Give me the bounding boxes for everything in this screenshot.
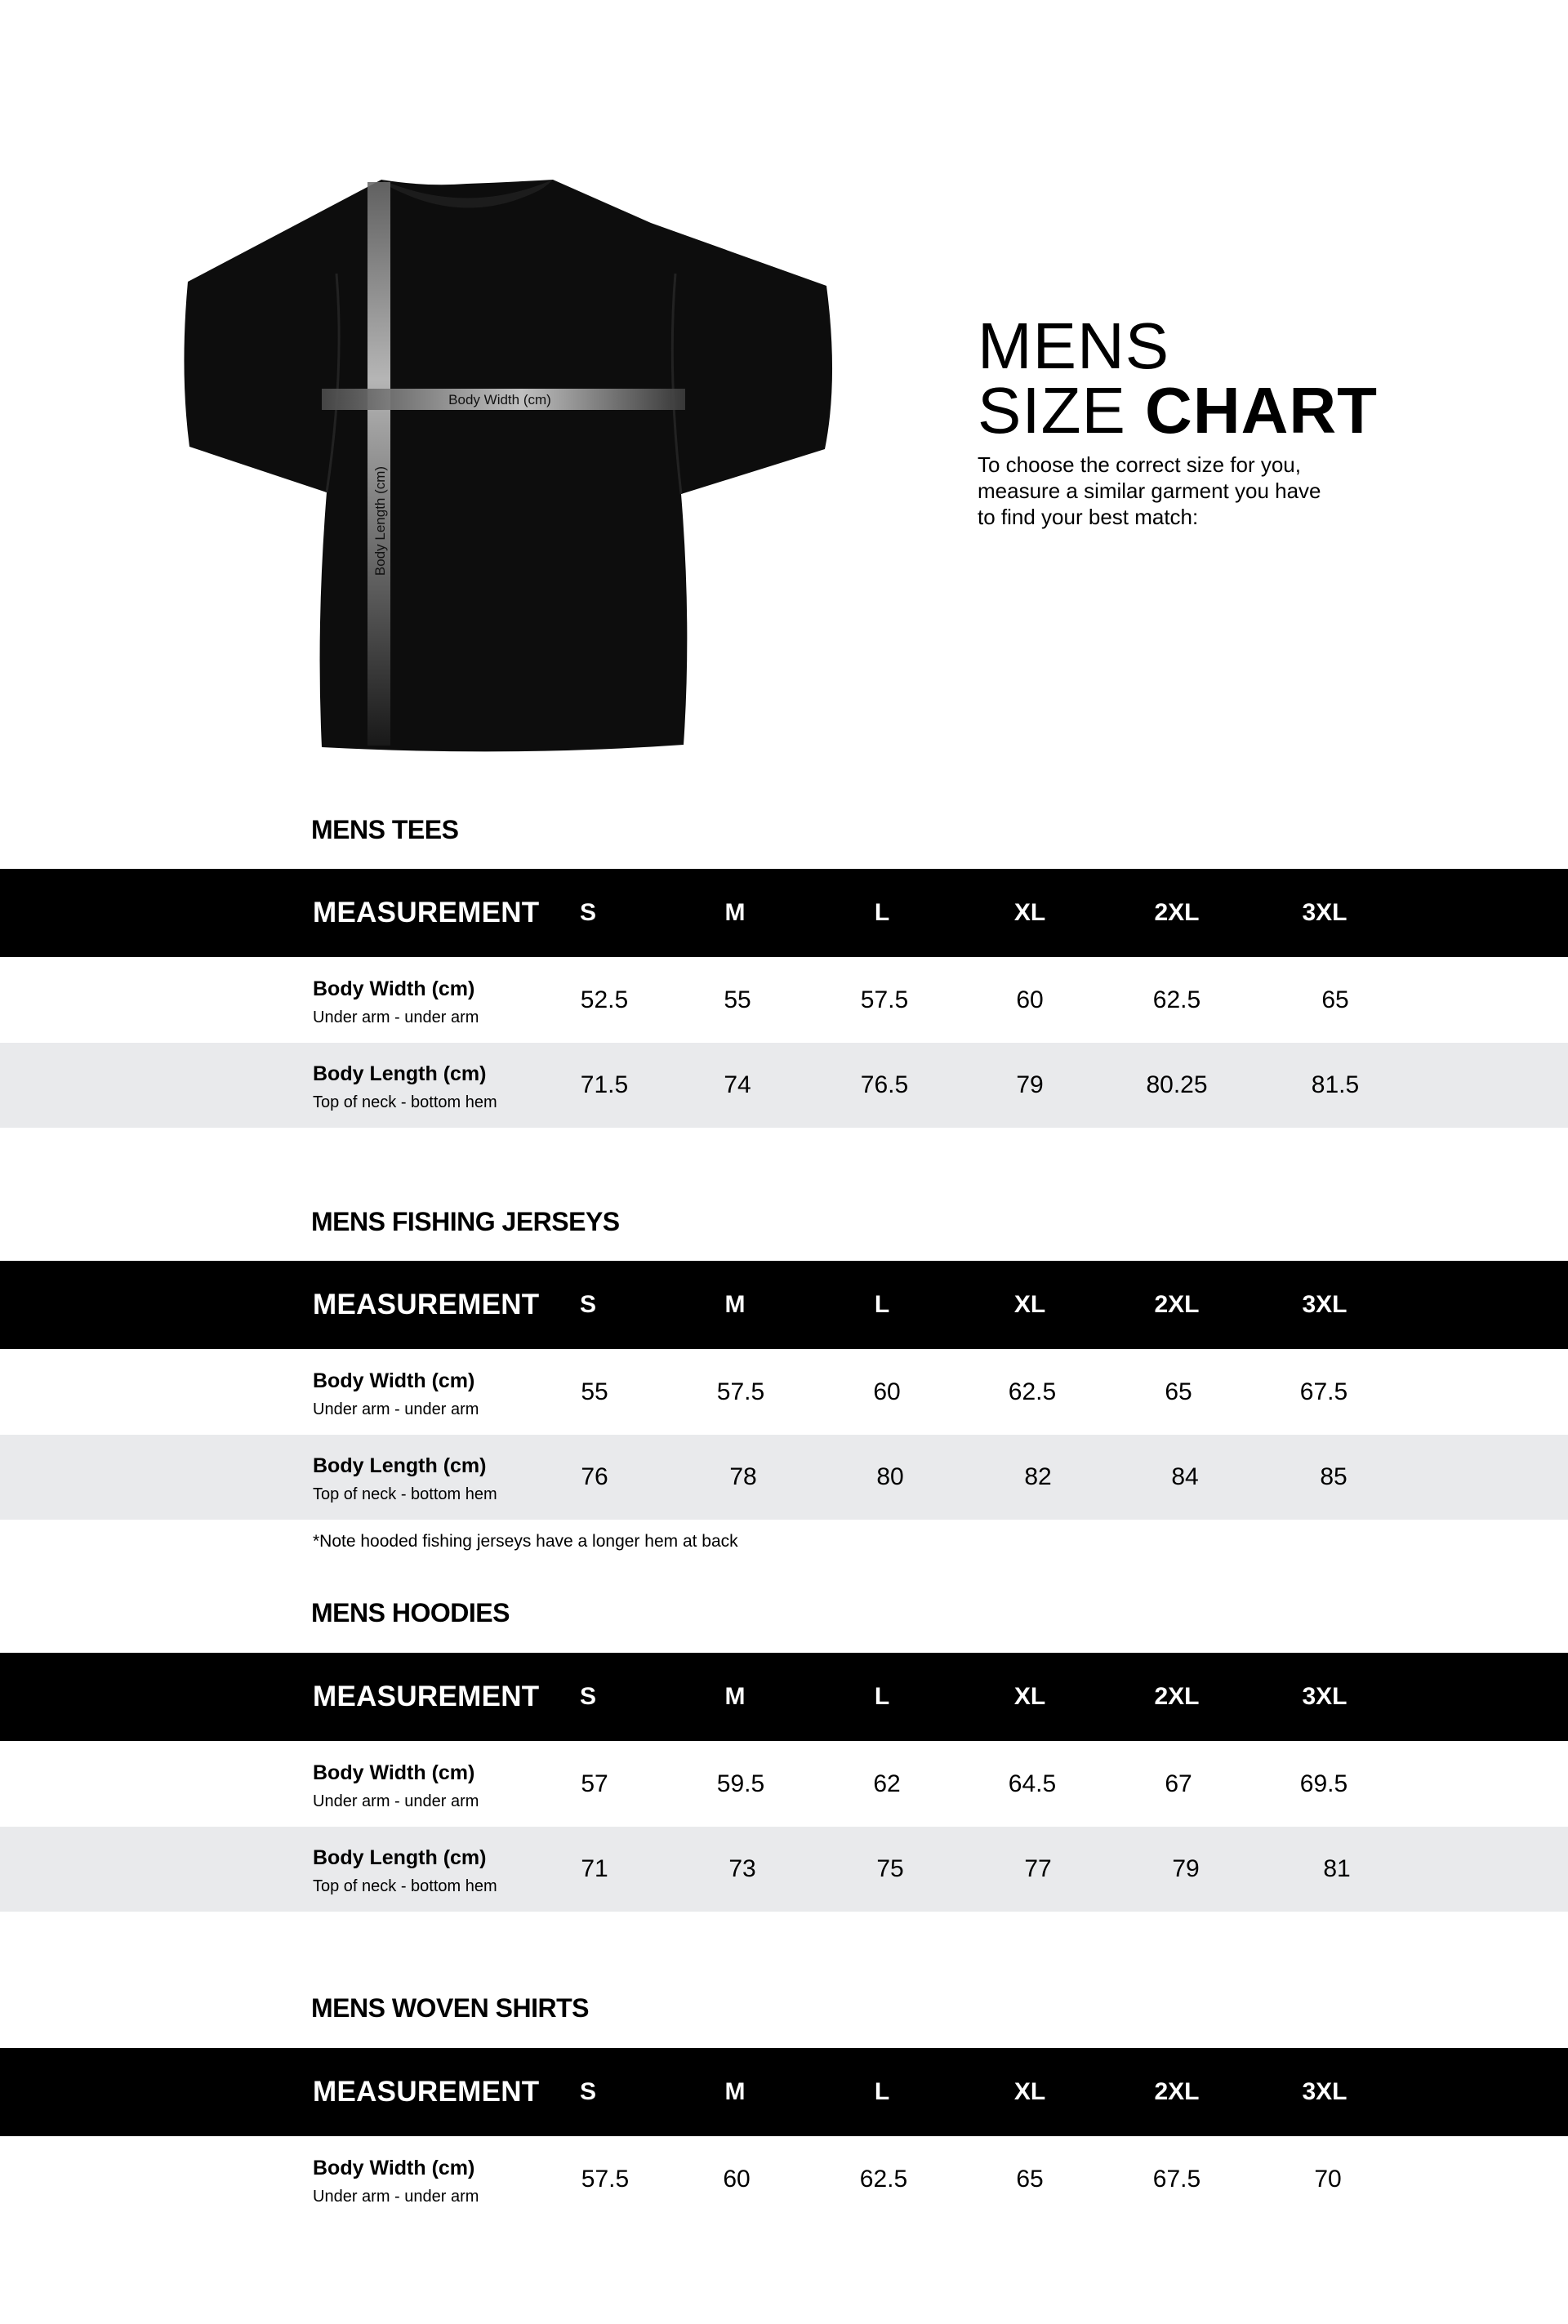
value-3xl: 85 — [1320, 1463, 1348, 1490]
measurement-name: Body Length (cm) — [313, 1454, 487, 1477]
section-title: MENS TEES — [311, 815, 459, 844]
size-header-l: L — [874, 1683, 890, 1710]
table-header — [0, 1261, 1568, 1349]
value-s: 57 — [581, 1770, 608, 1797]
size-header-s: S — [579, 1683, 597, 1710]
value-xl: 64.5 — [1008, 1770, 1057, 1797]
table-row — [0, 1742, 1568, 1827]
size-header-2xl: 2XL — [1154, 899, 1200, 926]
value-l: 75 — [876, 1855, 904, 1882]
intro-line-1: To choose the correct size for you, — [978, 452, 1301, 477]
value-2xl: 84 — [1171, 1463, 1199, 1490]
t-shirt-icon — [184, 180, 832, 751]
section-title: MENS FISHING JERSEYS — [311, 1207, 620, 1236]
size-header-2xl: 2XL — [1154, 1291, 1200, 1318]
size-header-xl: XL — [1013, 1291, 1046, 1318]
size-header-3xl: 3XL — [1302, 1291, 1348, 1318]
value-xl: 62.5 — [1008, 1378, 1057, 1405]
value-s: 52.5 — [580, 986, 629, 1013]
value-s: 76 — [581, 1463, 608, 1490]
size-header-m: M — [724, 1291, 746, 1318]
size-header-3xl: 3XL — [1302, 1683, 1348, 1710]
size-header-2xl: 2XL — [1154, 1683, 1200, 1710]
value-2xl: 65 — [1165, 1378, 1192, 1405]
value-2xl: 67.5 — [1152, 2166, 1201, 2193]
value-l: 62.5 — [859, 2166, 908, 2193]
size-header-l: L — [874, 899, 890, 926]
value-s: 57.5 — [581, 2166, 630, 2193]
value-s: 71 — [581, 1855, 608, 1882]
table-row — [0, 1435, 1568, 1520]
value-3xl: 70 — [1314, 2166, 1342, 2193]
value-m: 59.5 — [716, 1770, 765, 1797]
table-row — [0, 2137, 1568, 2222]
size-header-s: S — [579, 2078, 597, 2105]
value-l: 62 — [873, 1770, 901, 1797]
measurement-description: Top of neck - bottom hem — [313, 1485, 497, 1503]
size-header-l: L — [874, 2078, 890, 2105]
intro-line-3: to find your best match: — [978, 505, 1199, 529]
value-m: 60 — [723, 2166, 751, 2193]
value-s: 55 — [581, 1378, 608, 1405]
measurement-header: MEASUREMENT — [313, 2076, 540, 2108]
value-l: 57.5 — [860, 986, 909, 1013]
page-title-line1: MENS — [978, 309, 1170, 382]
value-l: 80 — [876, 1463, 904, 1490]
section-title: MENS HOODIES — [311, 1598, 510, 1627]
size-header-m: M — [724, 899, 746, 926]
measurement-name: Body Length (cm) — [313, 1062, 487, 1085]
table-header — [0, 2048, 1568, 2136]
measurement-header: MEASUREMENT — [313, 897, 540, 928]
value-xl: 65 — [1016, 2166, 1044, 2193]
t-shirt-illustration — [181, 167, 835, 755]
value-2xl: 62.5 — [1152, 986, 1201, 1013]
value-m: 78 — [729, 1463, 757, 1490]
value-2xl: 80.25 — [1146, 1071, 1208, 1098]
measurement-name: Body Length (cm) — [313, 1846, 487, 1869]
body-length-measure-bar — [368, 182, 390, 746]
size-header-s: S — [579, 899, 597, 926]
section-title: MENS WOVEN SHIRTS — [311, 1993, 589, 2023]
measurement-header: MEASUREMENT — [313, 1681, 540, 1712]
value-3xl: 67.5 — [1299, 1378, 1348, 1405]
fishing-jersey-note: *Note hooded fishing jerseys have a longer hem at back — [313, 1532, 738, 1551]
measurement-description: Top of neck - bottom hem — [313, 1093, 497, 1111]
measurement-header: MEASUREMENT — [313, 1289, 540, 1320]
value-3xl: 81.5 — [1311, 1071, 1360, 1098]
value-xl: 60 — [1016, 986, 1044, 1013]
value-s: 71.5 — [580, 1071, 629, 1098]
measurement-description: Under arm - under arm — [313, 1008, 479, 1026]
size-header-s: S — [579, 1291, 597, 1318]
value-m: 74 — [724, 1071, 751, 1098]
value-2xl: 67 — [1165, 1770, 1192, 1797]
measurement-name: Body Width (cm) — [313, 2157, 475, 2179]
value-m: 73 — [728, 1855, 756, 1882]
value-m: 55 — [724, 986, 751, 1013]
intro-line-2: measure a similar garment you have — [978, 479, 1321, 503]
value-xl: 77 — [1024, 1855, 1052, 1882]
table-header — [0, 869, 1568, 957]
measurement-description: Under arm - under arm — [313, 1792, 479, 1810]
value-m: 57.5 — [716, 1378, 765, 1405]
size-header-3xl: 3XL — [1302, 899, 1348, 926]
size-header-m: M — [724, 1683, 746, 1710]
measurement-name: Body Width (cm) — [313, 977, 475, 1000]
body-width-label: Body Width (cm) — [448, 392, 551, 407]
value-xl: 82 — [1024, 1463, 1052, 1490]
size-header-xl: XL — [1013, 899, 1046, 926]
value-3xl: 65 — [1321, 986, 1349, 1013]
table-row — [0, 1043, 1568, 1128]
measurement-description: Top of neck - bottom hem — [313, 1877, 497, 1895]
size-header-m: M — [724, 2078, 746, 2105]
size-header-xl: XL — [1013, 1683, 1046, 1710]
value-3xl: 81 — [1323, 1855, 1351, 1882]
table-header — [0, 1653, 1568, 1741]
size-header-3xl: 3XL — [1302, 2078, 1348, 2105]
value-2xl: 79 — [1172, 1855, 1200, 1882]
measurement-description: Under arm - under arm — [313, 2188, 479, 2206]
value-l: 76.5 — [860, 1071, 909, 1098]
page-title-line2: SIZE CHART — [978, 374, 1379, 447]
measurement-name: Body Width (cm) — [313, 1761, 475, 1784]
size-header-2xl: 2XL — [1154, 2078, 1200, 2105]
measurement-name: Body Width (cm) — [313, 1369, 475, 1392]
size-header-l: L — [874, 1291, 890, 1318]
table-row — [0, 1827, 1568, 1912]
value-3xl: 69.5 — [1299, 1770, 1348, 1797]
size-header-xl: XL — [1013, 2078, 1046, 2105]
table-row — [0, 1350, 1568, 1435]
body-length-label: Body Length (cm) — [372, 465, 388, 577]
value-xl: 79 — [1016, 1071, 1044, 1098]
value-l: 60 — [873, 1378, 901, 1405]
table-row — [0, 958, 1568, 1043]
measurement-description: Under arm - under arm — [313, 1400, 479, 1418]
